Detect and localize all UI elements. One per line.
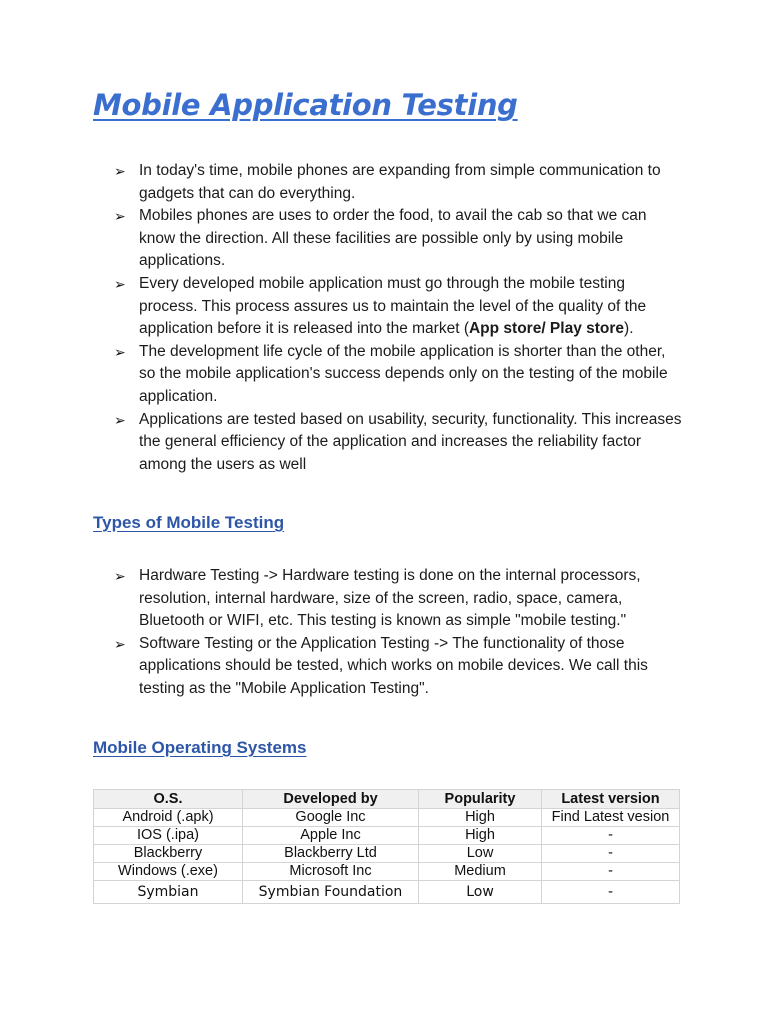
list-item <box>114 205 684 273</box>
table-row <box>94 863 680 881</box>
intro-bullet-list <box>114 160 684 476</box>
table-cell: - <box>542 881 680 904</box>
column-header: Popularity <box>419 790 542 809</box>
table-cell: Medium <box>419 863 542 881</box>
bullet-text: Software Testing or the Application Testing -> The functionality of those applications should be tested, which works on mobile devices. We call this testing as the "Mobile Application Testing". <box>139 634 648 697</box>
table-cell: Find Latest vesion <box>542 809 680 827</box>
bullet-text: Mobiles phones are uses to order the food, to avail the cab so that we can know the direction. All these facilities are possible only by using mobile applications. <box>139 207 647 270</box>
table-row <box>94 809 680 827</box>
table-cell: Symbian <box>94 881 243 904</box>
table-cell: Google Inc <box>243 809 419 827</box>
table-cell: Microsoft Inc <box>243 863 419 881</box>
bullet-text: The development life cycle of the mobile application is shorter than the other, so the mobile application's success depends only on the testing of the mobile application. <box>139 342 668 405</box>
list-item <box>114 160 684 205</box>
bullet-text: Every developed mobile application must go through the mobile testing process. This process assures us to maintain the level of the quality of the application before it is released into the market ( <box>139 274 647 338</box>
os-heading: Mobile Operating Systems <box>93 738 307 757</box>
list-item <box>114 409 684 477</box>
table-cell: Blackberry Ltd <box>243 845 419 863</box>
bullet-text: Hardware Testing -> Hardware testing is done on the internal processors, resolution, internal hardware, size of the screen, radio, space, camera, Bluetooth or WIFI, etc. This testing is known as simple "mobile testing." <box>139 567 641 630</box>
table-header-row <box>94 790 680 809</box>
table-cell: High <box>419 809 542 827</box>
arrow-bullet-icon: ➢ <box>114 635 126 652</box>
table-cell: IOS (.ipa) <box>94 827 243 845</box>
bullet-text-end: ). <box>624 320 634 338</box>
arrow-bullet-icon: ➢ <box>114 163 126 179</box>
bullet-text-bold: App store/ Play store <box>468 320 625 338</box>
table-row <box>94 845 680 863</box>
column-header: O.S. <box>94 790 243 809</box>
table-row <box>94 827 680 845</box>
os-table <box>93 789 680 904</box>
list-item <box>114 633 674 701</box>
table-cell: Android (.apk) <box>94 809 243 827</box>
types-bullet-list <box>114 565 674 701</box>
list-item <box>114 273 684 341</box>
table-cell: - <box>542 845 680 863</box>
arrow-bullet-icon: ➢ <box>114 411 126 428</box>
bullet-text: Applications are tested based on usability, security, functionality. This increases the general efficiency of the application and increases the reliability factor among the users as well <box>139 410 682 473</box>
table-cell: Low <box>419 881 542 904</box>
page-title: Mobile Application Testing <box>93 88 518 122</box>
types-heading: Types of Mobile Testing <box>93 513 285 532</box>
arrow-bullet-icon: ➢ <box>114 275 126 292</box>
table-cell: - <box>542 863 680 881</box>
list-item <box>114 565 674 633</box>
table-row <box>94 881 680 904</box>
table-cell: Apple Inc <box>243 827 419 845</box>
table-cell: Windows (.exe) <box>94 863 243 881</box>
arrow-bullet-icon: ➢ <box>114 208 126 225</box>
arrow-bullet-icon: ➢ <box>114 568 126 584</box>
column-header: Latest version <box>542 790 680 809</box>
table-cell: Low <box>419 845 542 863</box>
table-cell: High <box>419 827 542 845</box>
column-header: Developed by <box>243 790 419 809</box>
table-cell: Symbian Foundation <box>243 881 419 904</box>
list-item <box>114 341 684 409</box>
bullet-text: In today's time, mobile phones are expanding from simple communication to gadgets that can do everything. <box>139 162 661 202</box>
table-cell: Blackberry <box>94 845 243 863</box>
arrow-bullet-icon: ➢ <box>114 343 126 360</box>
table-cell: - <box>542 827 680 845</box>
